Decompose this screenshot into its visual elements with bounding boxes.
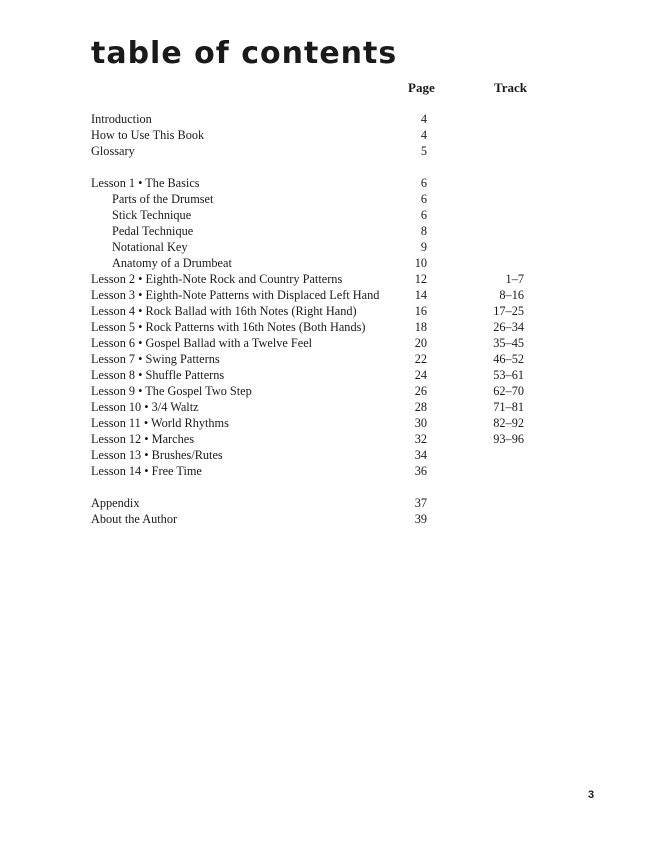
- toc-entry-page: 5: [420, 144, 427, 158]
- toc-entry-label: Lesson 5 • Rock Patterns with 16th Notes (Both Hands): [91, 320, 366, 334]
- toc-entry: [91, 255, 551, 271]
- toc-entry-track: 35–45: [493, 336, 524, 350]
- toc-entry-label: Lesson 6 • Gospel Ballad with a Twelve Feel: [91, 336, 313, 350]
- page-column-header: Page: [408, 80, 435, 95]
- page-number: 3: [588, 789, 595, 801]
- toc-entry: [91, 303, 551, 319]
- toc-entry-page: 30: [414, 416, 427, 430]
- toc-entry-track: 93–96: [493, 432, 524, 446]
- toc-entry: [91, 415, 551, 431]
- toc-entry-label: Pedal Technique: [112, 224, 194, 238]
- toc-entry-track: 17–25: [493, 304, 524, 318]
- toc-entry-label: Lesson 14 • Free Time: [91, 464, 202, 478]
- toc-entry-label: Lesson 1 • The Basics: [91, 176, 200, 190]
- toc-entry-page: 37: [414, 496, 427, 510]
- toc-entry-page: 6: [420, 176, 427, 190]
- toc-entry: [91, 223, 551, 239]
- toc-entry-label: Parts of the Drumset: [112, 192, 214, 206]
- toc-entry: [91, 191, 551, 207]
- toc-entry-page: 6: [420, 192, 427, 206]
- toc-entry-page: 22: [414, 352, 427, 366]
- toc-entry-page: 18: [414, 320, 427, 334]
- toc-entry: [91, 335, 551, 351]
- toc-entry-track: 8–16: [499, 288, 524, 302]
- toc-entry-label: Anatomy of a Drumbeat: [112, 256, 232, 270]
- toc-entry-track: 71–81: [493, 400, 524, 414]
- toc-entry-track: 82–92: [493, 416, 524, 430]
- toc-entry-label: Lesson 4 • Rock Ballad with 16th Notes (Right Hand): [91, 304, 357, 318]
- toc-entry-page: 34: [414, 448, 427, 462]
- toc-entry: [91, 431, 551, 447]
- toc-list: [91, 111, 551, 527]
- page-title: table of contents: [91, 36, 398, 71]
- toc-entry-page: 10: [414, 256, 427, 270]
- toc-entry: [91, 175, 551, 191]
- toc-entry-label: Stick Technique: [112, 208, 192, 222]
- toc-entry-page: 12: [414, 272, 427, 286]
- toc-entry-page: 14: [414, 288, 427, 302]
- toc-entry: [91, 399, 551, 415]
- toc-entry: [91, 271, 551, 287]
- toc-entry-page: 4: [420, 112, 427, 126]
- toc-entry-label: Introduction: [91, 112, 152, 126]
- toc-entry-label: Lesson 10 • 3/4 Waltz: [91, 400, 199, 414]
- toc-entry: [91, 127, 551, 143]
- toc-entry-page: 39: [414, 512, 427, 526]
- toc-entry-label: Lesson 2 • Eighth-Note Rock and Country Patterns: [91, 272, 343, 286]
- toc-entry-track: 62–70: [493, 384, 524, 398]
- toc-entry-label: Lesson 11 • World Rhythms: [91, 416, 229, 430]
- toc-entry-page: 20: [414, 336, 427, 350]
- toc-entry: [91, 351, 551, 367]
- toc-entry-page: 26: [414, 384, 427, 398]
- toc-entry: [91, 511, 551, 527]
- toc-entry-page: 24: [414, 368, 427, 382]
- toc-entry-label: Lesson 13 • Brushes/Rutes: [91, 448, 223, 462]
- toc-entry: [91, 207, 551, 223]
- toc-entry-label: Lesson 7 • Swing Patterns: [91, 352, 220, 366]
- toc-entry-label: Glossary: [91, 144, 135, 158]
- toc-entry-label: Lesson 9 • The Gospel Two Step: [91, 384, 252, 398]
- toc-entry: [91, 143, 551, 159]
- toc-entry-label: Lesson 12 • Marches: [91, 432, 194, 446]
- toc-entry-label: Lesson 3 • Eighth-Note Patterns with Displaced Left Hand: [91, 288, 380, 302]
- toc-entry-track: 1–7: [505, 272, 524, 286]
- toc-entry-label: Appendix: [91, 496, 140, 510]
- toc-entry: [91, 111, 551, 127]
- toc-entry-label: Lesson 8 • Shuffle Patterns: [91, 368, 225, 382]
- toc-entry-page: 6: [420, 208, 427, 222]
- toc-entry: [91, 319, 551, 335]
- toc-entry-page: 16: [414, 304, 427, 318]
- toc-entry-page: 32: [414, 432, 427, 446]
- toc-entry-track: 26–34: [493, 320, 524, 334]
- toc-entry: [91, 367, 551, 383]
- toc-entry: [91, 287, 551, 303]
- toc-entry: [91, 495, 551, 511]
- toc-entry: [91, 463, 551, 479]
- toc-entry-label: How to Use This Book: [91, 128, 205, 142]
- toc-entry-page: 4: [420, 128, 427, 142]
- toc-entry: [91, 239, 551, 255]
- toc-entry-page: 28: [414, 400, 427, 414]
- toc-entry-page: 8: [420, 224, 427, 238]
- toc-entry-label: Notational Key: [112, 240, 188, 254]
- toc-entry-page: 36: [414, 464, 427, 478]
- toc-entry-label: About the Author: [91, 512, 178, 526]
- toc-entry: [91, 383, 551, 399]
- toc-entry: [91, 447, 551, 463]
- toc-entry-page: 9: [420, 240, 427, 254]
- toc-entry-track: 46–52: [493, 352, 524, 366]
- track-column-header: Track: [494, 80, 527, 95]
- toc-entry-track: 53–61: [493, 368, 524, 382]
